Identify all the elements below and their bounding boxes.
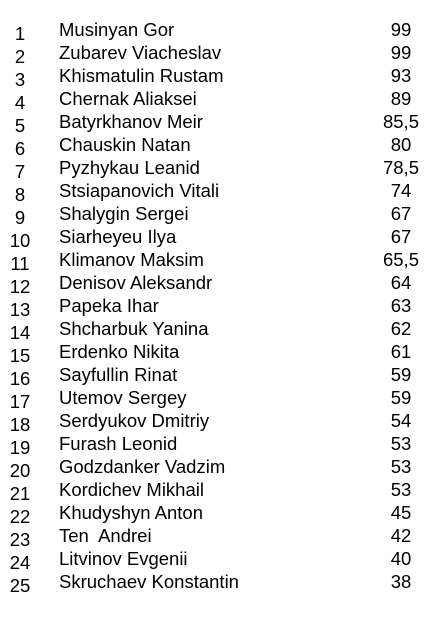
participant-name: Batyrkhanov Meir <box>59 111 203 132</box>
rank-number: 4 <box>14 92 26 113</box>
score-value: 54 <box>390 410 412 431</box>
rank-number: 12 <box>9 276 31 297</box>
score-value: 61 <box>390 341 412 362</box>
participant-name: Pyzhykau Leanid <box>59 157 200 178</box>
participant-name: Sayfullin Rinat <box>59 364 178 385</box>
rank-number: 8 <box>14 184 26 205</box>
rank-number: 7 <box>14 161 26 182</box>
result-row <box>0 318 441 341</box>
result-row <box>0 111 441 134</box>
score-value: 85,5 <box>382 111 419 132</box>
score-value: 40 <box>390 548 412 569</box>
score-value: 67 <box>390 226 412 247</box>
score-value: 65,5 <box>382 249 419 270</box>
rank-number: 3 <box>14 69 26 90</box>
score-value: 78,5 <box>382 157 419 178</box>
participant-name: Erdenko Nikita <box>59 341 180 362</box>
rank-number: 23 <box>9 529 31 550</box>
score-value: 99 <box>390 19 412 40</box>
result-row <box>0 249 441 272</box>
score-value: 62 <box>390 318 412 339</box>
result-row <box>0 341 441 364</box>
result-row <box>0 157 441 180</box>
score-value: 99 <box>390 42 412 63</box>
participant-name: Chauskin Natan <box>59 134 191 155</box>
participant-name: Serdyukov Dmitriy <box>59 410 210 431</box>
rank-number: 5 <box>14 115 26 136</box>
rank-number: 6 <box>14 138 26 159</box>
participant-name: Stsiapanovich Vitali <box>59 180 220 201</box>
rank-number: 15 <box>9 345 31 366</box>
rank-number: 1 <box>14 23 26 44</box>
participant-name: Utemov Sergey <box>59 387 187 408</box>
score-value: 74 <box>390 180 412 201</box>
result-row <box>0 433 441 456</box>
rank-number: 22 <box>9 506 31 527</box>
score-value: 53 <box>390 456 412 477</box>
participant-name: Musinyan Gor <box>59 19 175 40</box>
result-row <box>0 226 441 249</box>
score-value: 89 <box>390 88 412 109</box>
rank-number: 20 <box>9 460 31 481</box>
result-row <box>0 479 441 502</box>
participant-name: Klimanov Maksim <box>59 249 204 270</box>
participant-name: Godzdanker Vadzim <box>59 456 226 477</box>
participant-name: Papeka Ihar <box>59 295 159 316</box>
participant-name: Kordichev Mikhail <box>59 479 204 500</box>
result-row <box>0 272 441 295</box>
result-row <box>0 364 441 387</box>
result-row <box>0 525 441 548</box>
rank-number: 10 <box>9 230 31 251</box>
result-row <box>0 456 441 479</box>
result-row <box>0 88 441 111</box>
result-row <box>0 134 441 157</box>
participant-name: Skruchaev Konstantin <box>59 571 239 592</box>
rank-number: 19 <box>9 437 31 458</box>
result-row <box>0 571 441 594</box>
score-value: 93 <box>390 65 412 86</box>
participant-name: Siarheyeu Ilya <box>59 226 177 247</box>
score-value: 42 <box>390 525 412 546</box>
score-value: 59 <box>390 364 412 385</box>
score-value: 53 <box>390 479 412 500</box>
result-row <box>0 19 441 42</box>
score-value: 59 <box>390 387 412 408</box>
rank-number: 9 <box>14 207 26 228</box>
participant-name: Ten Andrei <box>59 525 152 546</box>
result-row <box>0 410 441 433</box>
rank-number: 25 <box>9 575 31 596</box>
rank-number: 13 <box>9 299 31 320</box>
result-row <box>0 203 441 226</box>
rank-number: 2 <box>14 46 26 67</box>
rank-number: 11 <box>10 253 30 274</box>
score-value: 67 <box>390 203 412 224</box>
participant-name: Khismatulin Rustam <box>59 65 224 86</box>
result-row <box>0 42 441 65</box>
participant-name: Furash Leonid <box>59 433 178 454</box>
participant-name: Chernak Aliaksei <box>59 88 197 109</box>
score-value: 80 <box>390 134 412 155</box>
score-value: 38 <box>390 571 412 592</box>
participant-name: Shalygin Sergei <box>59 203 189 224</box>
participant-name: Litvinov Evgenii <box>59 548 188 569</box>
result-row <box>0 180 441 203</box>
result-row <box>0 502 441 525</box>
participant-name: Denisov Aleksandr <box>59 272 213 293</box>
result-row <box>0 295 441 318</box>
rank-number: 16 <box>9 368 31 389</box>
participant-name: Zubarev Viacheslav <box>59 42 222 63</box>
result-row <box>0 65 441 88</box>
participant-name: Khudyshyn Anton <box>59 502 203 523</box>
score-value: 64 <box>390 272 412 293</box>
score-value: 53 <box>390 433 412 454</box>
score-value: 63 <box>390 295 412 316</box>
participant-name: Shcharbuk Yanina <box>59 318 209 339</box>
rank-number: 14 <box>9 322 31 343</box>
results-list <box>0 19 441 594</box>
result-row <box>0 548 441 571</box>
score-value: 45 <box>390 502 412 523</box>
rank-number: 24 <box>9 552 31 573</box>
rank-number: 17 <box>9 391 31 412</box>
result-row <box>0 387 441 410</box>
rank-number: 21 <box>9 483 31 504</box>
rank-number: 18 <box>9 414 31 435</box>
